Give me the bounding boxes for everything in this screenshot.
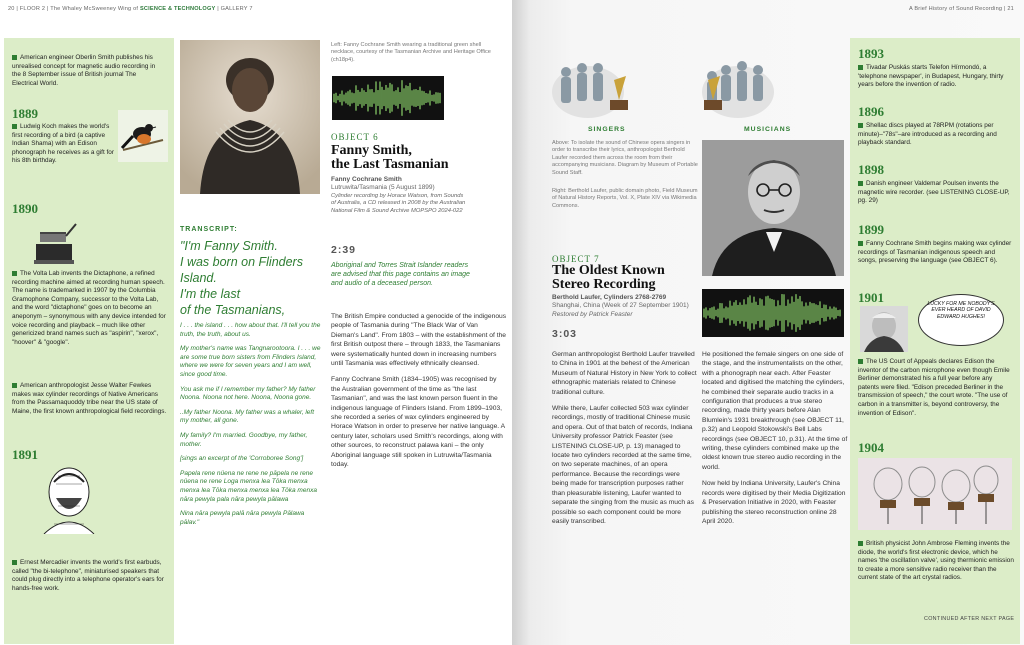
object7-performer: Berthold Laufer, Cylinders 2768-2769 xyxy=(552,294,667,301)
object6-performer: Fanny Cochrane Smith xyxy=(331,176,402,183)
object6-title-line2: the Last Tasmanian xyxy=(331,157,449,172)
object6-paragraph-2: Fanny Cochrane Smith (1834–1905) was recognised by the Australian government of the time as "the last Tasmanian", and was the last known person fluent in the indigenous language of Flinders Island. From 1899–1903, she recorded a series of wax cylinders engineered by Horace Watson in order to preserve her native language. A century later, scholars used Smith's recordings, along with other sources, to reconstruct palawa kani – the only Aboriginal language still spoken in Lutruwita/Tasmania today. xyxy=(331,376,505,469)
bullet-icon xyxy=(858,359,863,364)
timeline-entry-1889: Ludwig Koch makes the world's first recording of a bird (a captive Indian Shama) with an Edison phonograph he receives as a gift for his 8th birthday. xyxy=(12,123,114,165)
singers-label: SINGERS xyxy=(588,126,626,133)
fleming-valves-image xyxy=(858,458,1012,530)
object6-image-caption: Left: Fanny Cochrane Smith wearing a traditional green shell necklace, courtesy of the Tasmanian Archive and Heritage Office (ch18p4). xyxy=(331,42,491,63)
object7-label: OBJECT 7 xyxy=(552,254,600,264)
timeline-entry-1898: Danish engineer Valdemar Poulsen invents the magnetic wire recorder. (see LISTENING CLOSE-UP, pg. 29) xyxy=(858,180,1010,205)
quote-line-1: "I'm Fanny Smith. xyxy=(180,239,278,253)
object6-duration: 2:39 xyxy=(331,244,357,256)
object6-title-line1: Fanny Smith, xyxy=(331,143,412,158)
timeline-entry-1893: Tivadar Puskás starts Telefon Hírmondó, a 'telephone newspaper', in Budapest, Hungary, thirty years before the invention of radio. xyxy=(858,64,1004,89)
object7-photo-caption: Right: Berthold Laufer, public domain photo, Field Museum of Natural History Reports, Vol. X, Plate XIV via Wikimedia Commons. xyxy=(552,188,698,209)
object6-label: OBJECT 6 xyxy=(331,132,379,142)
dictaphone-image xyxy=(30,218,78,268)
timeline-entry-intro: American engineer Oberlin Smith publishes his unrealised concept for magnetic audio recording in the 8 September issue of British journal The Electrical World. xyxy=(12,54,156,87)
transcript-para-8: Nina nāra pewyla palā nāra pewyla Pālawa pālav." xyxy=(180,510,305,526)
edison-speech-bubble: LUCKY FOR ME NOBODY'S EVER HEARD OF DAVID EDWARD HUGHES! xyxy=(918,294,1004,346)
year-1896: 1896 xyxy=(858,104,884,119)
object7-diagram-caption: Above: To isolate the sound of Chinese opera singers in order to transcribe their lyrics, anthropologist Berthold Laufer recorded them across the room from their accompanying musicians. Diagram by Museum of Portable Sound Staff. xyxy=(552,140,698,176)
bullet-icon xyxy=(858,541,863,546)
year-1893: 1893 xyxy=(858,46,884,61)
object7-title xyxy=(552,264,665,292)
object7-restored: Restored by Patrick Feaster xyxy=(552,310,633,318)
object6-title xyxy=(331,144,448,172)
bullet-icon xyxy=(858,181,863,186)
earbud-engraving-image xyxy=(24,462,114,534)
object7-paragraph-2: While there, Laufer collected 503 wax cylinder recordings, mostly of traditional Chinese music and opera. Out of that batch of records, Indiana University professor Patrick Feaster (see LISTENING CLOSE-UP, p. 13) managed to locate two cylinders recorded at the same time, on two seperate machines, of an opera performance. Because the recordings were being made for transcription purposes rather than pleasurable listening, Laufer wanted to separate the singing from the music as much as possible so each component could be more easily transcribed. xyxy=(552,405,694,525)
object6-waveform xyxy=(332,76,444,120)
floor-label: FLOOR 2 xyxy=(19,6,46,12)
year-1901: 1901 xyxy=(858,290,884,305)
object7-body-col1 xyxy=(552,350,698,533)
object6-body xyxy=(331,312,507,477)
object6-place: Lutruwita/Tasmania (5 August 1899) xyxy=(331,184,435,192)
bird-image xyxy=(118,110,168,162)
transcript-para-7: Papela rene nüena ne rene ne pāpela ne rene nüena ne rene Loga menxa lea Tōka menxa menxa lea Tōka menxa menxa lea Tōka menxa nāra pewyla pala nāra pewyla pālawa xyxy=(180,469,317,503)
bullet-icon xyxy=(12,383,17,388)
section-title: A Brief History of Sound Recording xyxy=(908,6,1003,12)
transcript-para-5: My family? I'm married. Goodbye, my father, mother. xyxy=(180,431,308,448)
object6-paragraph-1: The British Empire conducted a genocide of the indigenous people of Tasmania during "The Black War of Van Dieman's Land". From 1803 – with the establishment of the first British outpost there – through 1833, the Tasmanians were systematically hunted down in increasing numbers until Tasmania was effectively ethnically cleansed. xyxy=(331,313,507,368)
bullet-icon xyxy=(858,65,863,70)
object7-waveform xyxy=(702,289,844,337)
right-timeline-sidebar xyxy=(850,38,1020,644)
quote-line-3: I'm the last xyxy=(180,287,241,301)
year-1904: 1904 xyxy=(858,440,884,455)
object7-duration: 3:03 xyxy=(552,328,578,340)
year-1891: 1891 xyxy=(12,447,38,462)
musicians-label: MUSICIANS xyxy=(744,126,792,133)
object7-meta xyxy=(552,294,712,319)
gallery-label: GALLERY 7 xyxy=(220,6,253,12)
transcript-quote xyxy=(180,238,330,318)
object7-paragraph-4: Now held by Indiana University, Laufer's China records were digitised by their Media Digitization & Preservation Initiative in 2020, with Feaster publishing the stereo reconstruction online 28 April 2020. xyxy=(702,480,846,525)
quote-line-2: I was born on Flinders Island. xyxy=(180,255,303,285)
left-page-header: 20 | FLOOR 2 | The Whaley McSweeney Wing of SCIENCE & TECHNOLOGY | GALLERY 7 xyxy=(8,6,253,12)
object7-title-line2: Stereo Recording xyxy=(552,277,656,292)
wing-bold-label: SCIENCE & TECHNOLOGY xyxy=(139,6,216,12)
object7-title-line1: The Oldest Known xyxy=(552,263,665,278)
object7-paragraph-3: He positioned the female singers on one side of the stage, and the instrumentalists on the other, with a phonograph near each. After Feaster located and digitised the matching the cylinders, he combined their separate audio tracks in a configuration that produces a true stereo recording, made thirty years before Alan Blumlein's 1931 breakthrough (see OBJECT 11, p.32) and Leopold Stokowski's Bell Labs recordings (see OBJECT 10, p.31). At the time of writing, these cylinders combined make up the oldest known true stereo audio recording in the world. xyxy=(702,351,848,471)
bullet-icon xyxy=(12,271,17,276)
transcript-para-1: I . . . the island . . . how about that. I'll tell you the truth, the truth, about us. xyxy=(180,322,321,338)
timeline-entry-1901: The US Court of Appeals declares Edison the inventor of the carbon microphone even though Emile Berliner demonstrated his a full year before any patents were filed. "Edison preceded Berliner in the transmission of speech," the court wrote. "The use of carbon in a transmitter is, beyond controversy, the invention of Edison". xyxy=(858,358,1010,417)
year-1898: 1898 xyxy=(858,162,884,177)
year-1899: 1899 xyxy=(858,222,884,237)
wing-label: The Whaley McSweeney Wing of xyxy=(50,6,139,12)
transcript-para-2: My mother's name was Tangnarootoora. I . . . we are some true born sisters from Flinders Island, where we were for seven years and I am well, since good time. xyxy=(180,345,321,378)
bullet-icon xyxy=(12,560,17,565)
fanny-smith-portrait xyxy=(180,40,320,194)
bullet-icon xyxy=(12,124,17,129)
transcript-para-3: You ask me if I remember my father? My father Noona. Noona not here. Noona, Noona gone. xyxy=(180,385,316,402)
right-page-header: A Brief History of Sound Recording | 21 xyxy=(908,6,1014,12)
right-page xyxy=(512,0,1024,645)
year-1889: 1889 xyxy=(12,106,38,121)
year-1890: 1890 xyxy=(12,201,38,216)
berthold-laufer-portrait xyxy=(702,140,844,276)
timeline-entry-1896: Shellac discs played at 78RPM (rotations per minute)–"78s"–are introduced as a recording and playback standard. xyxy=(858,122,997,147)
object6-meta xyxy=(331,176,501,216)
page-number: 20 xyxy=(8,6,15,12)
bullet-icon xyxy=(858,241,863,246)
object6-content-warning: Aboriginal and Torres Strait Islander readers are advised that this page contains an image and audio of a deceased person. xyxy=(331,262,470,287)
quote-line-4: of the Tasmanians, xyxy=(180,303,286,317)
timeline-entry-1904: British physicist John Ambrose Fleming invents the diode, the world's first electronic device, which he names 'the oscillation valve', using thermionic emission to create a more sensitive radio receiver than the current state of the art crystal radios. xyxy=(858,540,1014,582)
timeline-entry-1891: Ernest Mercadier invents the world's first earbuds, called "the bi-telephone", miniaturised speakers that could plug directly into a telephone operator's ears for hands-free work. xyxy=(12,559,164,592)
object7-paragraph-1: German anthropologist Berthold Laufer travelled to China in 1901 at the behest of the American Museum of Natural History in New York to collect ethnographic materials related to Chinese traditional culture. xyxy=(552,351,697,396)
timeline-entry-1890b: American anthropologist Jesse Walter Fewkes makes wax cylinder recordings of Native Americans from the Passamaquoddy tribe near the US state of Maine, the first known anthropological field recordings. xyxy=(12,382,167,415)
left-timeline-sidebar xyxy=(4,38,174,644)
bullet-icon xyxy=(858,123,863,128)
page-number: 21 xyxy=(1007,6,1014,12)
stereo-diagram xyxy=(548,36,802,132)
bullet-icon xyxy=(12,55,17,60)
transcript-heading: TRANSCRIPT: xyxy=(180,226,238,233)
continued-note: CONTINUED AFTER NEXT PAGE xyxy=(924,616,1015,622)
transcript-body xyxy=(180,322,322,533)
timeline-entry-1899: Fanny Cochrane Smith begins making wax cylinder recordings of Tasmanian indigenous speech and songs, preserving the language (see OBJECT 6). xyxy=(858,240,1012,265)
object7-body-col2 xyxy=(702,350,848,533)
object6-credit: Cylinder recording by Horace Watson, from Sounds of Australia, a CD released in 2008 by the Australian National Film & Sound Archive MOPSPO 2024-022 xyxy=(331,192,466,214)
timeline-entry-1890: The Volta Lab invents the Dictaphone, a refined recording machine aimed at recording human speech. The name is trademarked in 1907 by the Columbia Gramophone Company, successor to the Volta Lab, and the word "dictaphone" goes on to become an aneponym – synonymous with any device intended for voice recording and playback – much like other genericized brand names such as "aspirin", "xerox", "hoover" & "google". xyxy=(12,270,166,346)
transcript-para-4: ..My father Noona. My father was a whaler, left my mother, all gone. xyxy=(180,408,315,425)
object7-place: Shanghai, China (Week of 27 September 1901) xyxy=(552,302,689,310)
transcript-para-6: [sings an excerpt of the 'Corroboree Song'] xyxy=(180,455,304,463)
edison-portrait xyxy=(860,306,908,352)
